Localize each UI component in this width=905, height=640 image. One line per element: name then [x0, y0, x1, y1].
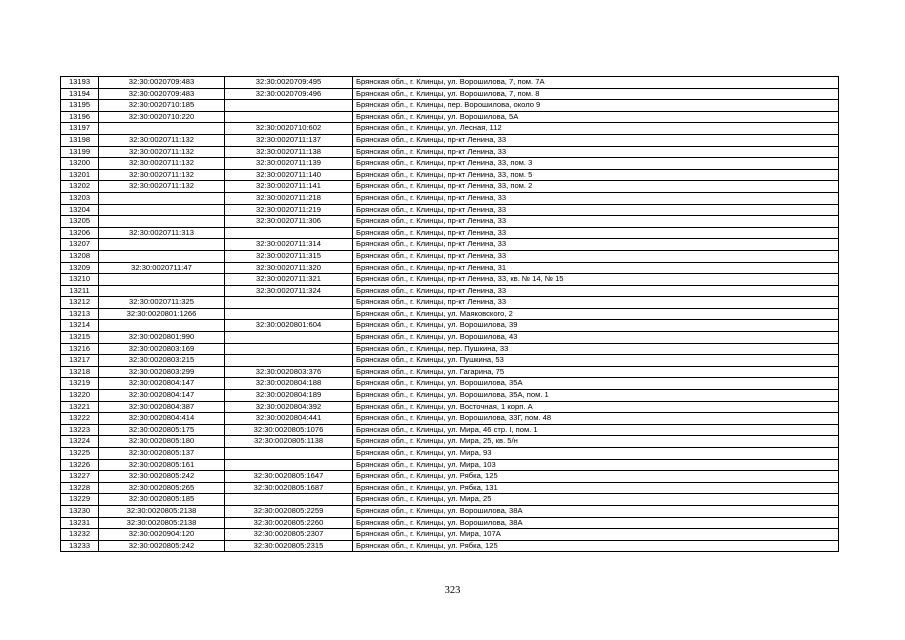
parcel-cadastral-number-cell	[99, 250, 225, 262]
parcel-cadastral-number-cell: 32:30:0020805:161	[99, 459, 225, 471]
address-cell: Брянская обл., г. Клинцы, ул. Восточная, 1 корп. А	[353, 401, 839, 413]
parcel-cadastral-number-cell: 32:30:0020803:299	[99, 366, 225, 378]
object-cadastral-number-cell	[225, 332, 353, 344]
parcel-cadastral-number-cell: 32:30:0020711:132	[99, 158, 225, 170]
address-cell: Брянская обл., г. Клинцы, ул. Ворошилова, 38А	[353, 505, 839, 517]
object-cadastral-number-cell: 32:30:0020711:314	[225, 239, 353, 251]
object-cadastral-number-cell: 32:30:0020804:392	[225, 401, 353, 413]
object-cadastral-number-cell	[225, 308, 353, 320]
address-cell: Брянская обл., г. Клинцы, ул. Ворошилова, 7, пом. 7А	[353, 77, 839, 89]
address-cell: Брянская обл., г. Клинцы, ул. Лесная, 112	[353, 123, 839, 135]
table-row	[61, 494, 839, 506]
address-cell: Брянская обл., г. Клинцы, ул. Ворошилова, 33Г, пом. 48	[353, 413, 839, 425]
table-row	[61, 158, 839, 170]
object-cadastral-number-cell: 32:30:0020711:140	[225, 169, 353, 181]
table-row	[61, 448, 839, 460]
table-row	[61, 181, 839, 193]
row-number-cell: 13216	[61, 343, 99, 355]
row-number-cell: 13215	[61, 332, 99, 344]
object-cadastral-number-cell: 32:30:0020711:218	[225, 192, 353, 204]
object-cadastral-number-cell: 32:30:0020710:602	[225, 123, 353, 135]
table-row	[61, 355, 839, 367]
table-body	[61, 77, 839, 552]
object-cadastral-number-cell: 32:30:0020805:1076	[225, 424, 353, 436]
object-cadastral-number-cell: 32:30:0020804:189	[225, 390, 353, 402]
table-row	[61, 401, 839, 413]
object-cadastral-number-cell	[225, 111, 353, 123]
object-cadastral-number-cell: 32:30:0020711:219	[225, 204, 353, 216]
table-row	[61, 123, 839, 135]
address-cell: Брянская обл., г. Клинцы, пр-кт Ленина, 33	[353, 239, 839, 251]
row-number-cell: 13207	[61, 239, 99, 251]
address-cell: Брянская обл., г. Клинцы, пр-кт Ленина, 33, пом. 2	[353, 181, 839, 193]
address-cell: Брянская обл., г. Клинцы, ул. Мира, 25, кв. 5/н	[353, 436, 839, 448]
address-cell: Брянская обл., г. Клинцы, ул. Маяковского, 2	[353, 308, 839, 320]
row-number-cell: 13221	[61, 401, 99, 413]
address-cell: Брянская обл., г. Клинцы, ул. Мира, 46 стр. I, пом. 1	[353, 424, 839, 436]
parcel-cadastral-number-cell	[99, 274, 225, 286]
object-cadastral-number-cell	[225, 448, 353, 460]
row-number-cell: 13199	[61, 146, 99, 158]
parcel-cadastral-number-cell: 32:30:0020904:120	[99, 529, 225, 541]
object-cadastral-number-cell	[225, 343, 353, 355]
object-cadastral-number-cell: 32:30:0020803:376	[225, 366, 353, 378]
row-number-cell: 13201	[61, 169, 99, 181]
row-number-cell: 13208	[61, 250, 99, 262]
table-row	[61, 297, 839, 309]
object-cadastral-number-cell: 32:30:0020711:321	[225, 274, 353, 286]
row-number-cell: 13223	[61, 424, 99, 436]
address-cell: Брянская обл., г. Клинцы, ул. Мира, 25	[353, 494, 839, 506]
parcel-cadastral-number-cell: 32:30:0020805:185	[99, 494, 225, 506]
row-number-cell: 13193	[61, 77, 99, 89]
object-cadastral-number-cell: 32:30:0020804:188	[225, 378, 353, 390]
object-cadastral-number-cell: 32:30:0020805:1647	[225, 471, 353, 483]
row-number-cell: 13196	[61, 111, 99, 123]
object-cadastral-number-cell	[225, 459, 353, 471]
row-number-cell: 13213	[61, 308, 99, 320]
object-cadastral-number-cell: 32:30:0020711:138	[225, 146, 353, 158]
row-number-cell: 13233	[61, 540, 99, 552]
parcel-cadastral-number-cell: 32:30:0020804:414	[99, 413, 225, 425]
object-cadastral-number-cell: 32:30:0020804:441	[225, 413, 353, 425]
row-number-cell: 13202	[61, 181, 99, 193]
parcel-cadastral-number-cell: 32:30:0020709:483	[99, 88, 225, 100]
object-cadastral-number-cell: 32:30:0020709:495	[225, 77, 353, 89]
address-cell: Брянская обл., г. Клинцы, пр-кт Ленина, 33	[353, 216, 839, 228]
parcel-cadastral-number-cell: 32:30:0020711:132	[99, 146, 225, 158]
row-number-cell: 13219	[61, 378, 99, 390]
object-cadastral-number-cell: 32:30:0020711:306	[225, 216, 353, 228]
parcel-cadastral-number-cell: 32:30:0020805:2138	[99, 517, 225, 529]
parcel-cadastral-number-cell	[99, 320, 225, 332]
table-row	[61, 204, 839, 216]
address-cell: Брянская обл., г. Клинцы, ул. Ворошилова, 7, пом. 8	[353, 88, 839, 100]
table-row	[61, 366, 839, 378]
address-cell: Брянская обл., г. Клинцы, ул. Ворошилова, 38А	[353, 517, 839, 529]
address-cell: Брянская обл., г. Клинцы, ул. Рябка, 131	[353, 482, 839, 494]
parcel-cadastral-number-cell: 32:30:0020805:137	[99, 448, 225, 460]
address-cell: Брянская обл., г. Клинцы, пр-кт Ленина, 33	[353, 192, 839, 204]
table-row	[61, 88, 839, 100]
parcel-cadastral-number-cell: 32:30:0020804:387	[99, 401, 225, 413]
object-cadastral-number-cell: 32:30:0020709:496	[225, 88, 353, 100]
parcel-cadastral-number-cell: 32:30:0020803:215	[99, 355, 225, 367]
row-number-cell: 13205	[61, 216, 99, 228]
row-number-cell: 13228	[61, 482, 99, 494]
address-cell: Брянская обл., г. Клинцы, ул. Ворошилова, 35А	[353, 378, 839, 390]
row-number-cell: 13197	[61, 123, 99, 135]
table-row	[61, 505, 839, 517]
object-cadastral-number-cell: 32:30:0020805:2307	[225, 529, 353, 541]
object-cadastral-number-cell: 32:30:0020805:2259	[225, 505, 353, 517]
object-cadastral-number-cell: 32:30:0020711:139	[225, 158, 353, 170]
row-number-cell: 13214	[61, 320, 99, 332]
parcel-cadastral-number-cell	[99, 216, 225, 228]
parcel-cadastral-number-cell: 32:30:0020803:169	[99, 343, 225, 355]
parcel-cadastral-number-cell: 32:30:0020711:132	[99, 181, 225, 193]
row-number-cell: 13218	[61, 366, 99, 378]
object-cadastral-number-cell: 32:30:0020711:137	[225, 134, 353, 146]
table-row	[61, 436, 839, 448]
row-number-cell: 13227	[61, 471, 99, 483]
table-row	[61, 274, 839, 286]
address-cell: Брянская обл., г. Клинцы, ул. Ворошилова, 43	[353, 332, 839, 344]
address-cell: Брянская обл., г. Клинцы, ул. Рябка, 125	[353, 471, 839, 483]
object-cadastral-number-cell	[225, 494, 353, 506]
table-row	[61, 343, 839, 355]
row-number-cell: 13222	[61, 413, 99, 425]
parcel-cadastral-number-cell: 32:30:0020804:147	[99, 378, 225, 390]
row-number-cell: 13203	[61, 192, 99, 204]
parcel-cadastral-number-cell: 32:30:0020711:325	[99, 297, 225, 309]
object-cadastral-number-cell: 32:30:0020801:604	[225, 320, 353, 332]
table-row	[61, 540, 839, 552]
address-cell: Брянская обл., г. Клинцы, ул. Рябка, 125	[353, 540, 839, 552]
address-cell: Брянская обл., г. Клинцы, пр-кт Ленина, 33, пом. 3	[353, 158, 839, 170]
address-cell: Брянская обл., г. Клинцы, пр-кт Ленина, 33	[353, 285, 839, 297]
row-number-cell: 13210	[61, 274, 99, 286]
row-number-cell: 13212	[61, 297, 99, 309]
table-row	[61, 517, 839, 529]
table-row	[61, 413, 839, 425]
row-number-cell: 13209	[61, 262, 99, 274]
object-cadastral-number-cell: 32:30:0020805:2260	[225, 517, 353, 529]
object-cadastral-number-cell	[225, 227, 353, 239]
table-row	[61, 332, 839, 344]
table-row	[61, 308, 839, 320]
row-number-cell: 13231	[61, 517, 99, 529]
parcel-cadastral-number-cell: 32:30:0020710:220	[99, 111, 225, 123]
parcel-cadastral-number-cell	[99, 204, 225, 216]
row-number-cell: 13224	[61, 436, 99, 448]
row-number-cell: 13200	[61, 158, 99, 170]
table-row	[61, 320, 839, 332]
row-number-cell: 13226	[61, 459, 99, 471]
row-number-cell: 13194	[61, 88, 99, 100]
table-row	[61, 262, 839, 274]
object-cadastral-number-cell	[225, 355, 353, 367]
address-cell: Брянская обл., г. Клинцы, пер. Ворошилова, около 9	[353, 100, 839, 112]
address-cell: Брянская обл., г. Клинцы, ул. Гагарина, 75	[353, 366, 839, 378]
table-row	[61, 424, 839, 436]
row-number-cell: 13232	[61, 529, 99, 541]
table-row	[61, 285, 839, 297]
object-cadastral-number-cell: 32:30:0020711:315	[225, 250, 353, 262]
parcel-cadastral-number-cell: 32:30:0020711:313	[99, 227, 225, 239]
object-cadastral-number-cell: 32:30:0020711:141	[225, 181, 353, 193]
address-cell: Брянская обл., г. Клинцы, пр-кт Ленина, 33	[353, 134, 839, 146]
address-cell: Брянская обл., г. Клинцы, пр-кт Ленина, 33	[353, 297, 839, 309]
object-cadastral-number-cell	[225, 100, 353, 112]
table-row	[61, 459, 839, 471]
parcel-cadastral-number-cell: 32:30:0020805:180	[99, 436, 225, 448]
table-row	[61, 169, 839, 181]
address-cell: Брянская обл., г. Клинцы, ул. Ворошилова, 5А	[353, 111, 839, 123]
table-row	[61, 482, 839, 494]
address-cell: Брянская обл., г. Клинцы, пр-кт Ленина, 33	[353, 146, 839, 158]
parcel-cadastral-number-cell: 32:30:0020805:242	[99, 540, 225, 552]
table-row	[61, 227, 839, 239]
address-cell: Брянская обл., г. Клинцы, пр-кт Ленина, 33, кв. № 14, № 15	[353, 274, 839, 286]
table-row	[61, 134, 839, 146]
parcel-cadastral-number-cell: 32:30:0020805:2138	[99, 505, 225, 517]
object-cadastral-number-cell: 32:30:0020711:320	[225, 262, 353, 274]
row-number-cell: 13195	[61, 100, 99, 112]
table-row	[61, 250, 839, 262]
parcel-cadastral-number-cell: 32:30:0020711:132	[99, 169, 225, 181]
parcel-cadastral-number-cell: 32:30:0020805:265	[99, 482, 225, 494]
table-row	[61, 529, 839, 541]
table-row	[61, 239, 839, 251]
parcel-cadastral-number-cell: 32:30:0020711:132	[99, 134, 225, 146]
object-cadastral-number-cell: 32:30:0020711:324	[225, 285, 353, 297]
parcel-cadastral-number-cell: 32:30:0020801:990	[99, 332, 225, 344]
table-row	[61, 146, 839, 158]
parcel-cadastral-number-cell	[99, 123, 225, 135]
address-cell: Брянская обл., г. Клинцы, пр-кт Ленина, 31	[353, 262, 839, 274]
parcel-cadastral-number-cell: 32:30:0020804:147	[99, 390, 225, 402]
parcel-cadastral-number-cell: 32:30:0020805:175	[99, 424, 225, 436]
parcel-cadastral-number-cell: 32:30:0020805:242	[99, 471, 225, 483]
table-row	[61, 378, 839, 390]
page-number: 323	[444, 585, 461, 596]
parcel-cadastral-number-cell: 32:30:0020711:47	[99, 262, 225, 274]
table-row	[61, 216, 839, 228]
row-number-cell: 13229	[61, 494, 99, 506]
parcel-cadastral-number-cell: 32:30:0020801:1266	[99, 308, 225, 320]
table-row	[61, 111, 839, 123]
row-number-cell: 13230	[61, 505, 99, 517]
row-number-cell: 13220	[61, 390, 99, 402]
row-number-cell: 13204	[61, 204, 99, 216]
parcel-cadastral-number-cell: 32:30:0020709:483	[99, 77, 225, 89]
table-row	[61, 192, 839, 204]
address-cell: Брянская обл., г. Клинцы, пр-кт Ленина, 33	[353, 227, 839, 239]
parcel-cadastral-number-cell	[99, 285, 225, 297]
address-cell: Брянская обл., г. Клинцы, ул. Мира, 107А	[353, 529, 839, 541]
object-cadastral-number-cell	[225, 297, 353, 309]
parcel-cadastral-number-cell: 32:30:0020710:185	[99, 100, 225, 112]
table-row	[61, 390, 839, 402]
row-number-cell: 13206	[61, 227, 99, 239]
address-cell: Брянская обл., г. Клинцы, пр-кт Ленина, 33	[353, 250, 839, 262]
address-cell: Брянская обл., г. Клинцы, пер. Пушкина, 33	[353, 343, 839, 355]
row-number-cell: 13225	[61, 448, 99, 460]
table-row	[61, 100, 839, 112]
row-number-cell: 13198	[61, 134, 99, 146]
table-row	[61, 77, 839, 89]
address-cell: Брянская обл., г. Клинцы, ул. Мира, 93	[353, 448, 839, 460]
address-cell: Брянская обл., г. Клинцы, пр-кт Ленина, 33, пом. 5	[353, 169, 839, 181]
object-cadastral-number-cell: 32:30:0020805:1687	[225, 482, 353, 494]
address-cell: Брянская обл., г. Клинцы, пр-кт Ленина, 33	[353, 204, 839, 216]
parcel-cadastral-number-cell	[99, 192, 225, 204]
cadastral-table	[60, 76, 839, 552]
address-cell: Брянская обл., г. Клинцы, ул. Пушкина, 53	[353, 355, 839, 367]
address-cell: Брянская обл., г. Клинцы, ул. Ворошилова, 35А, пом. 1	[353, 390, 839, 402]
row-number-cell: 13211	[61, 285, 99, 297]
object-cadastral-number-cell: 32:30:0020805:2315	[225, 540, 353, 552]
parcel-cadastral-number-cell	[99, 239, 225, 251]
table-row	[61, 471, 839, 483]
address-cell: Брянская обл., г. Клинцы, ул. Ворошилова, 39	[353, 320, 839, 332]
address-cell: Брянская обл., г. Клинцы, ул. Мира, 103	[353, 459, 839, 471]
row-number-cell: 13217	[61, 355, 99, 367]
object-cadastral-number-cell: 32:30:0020805:1138	[225, 436, 353, 448]
